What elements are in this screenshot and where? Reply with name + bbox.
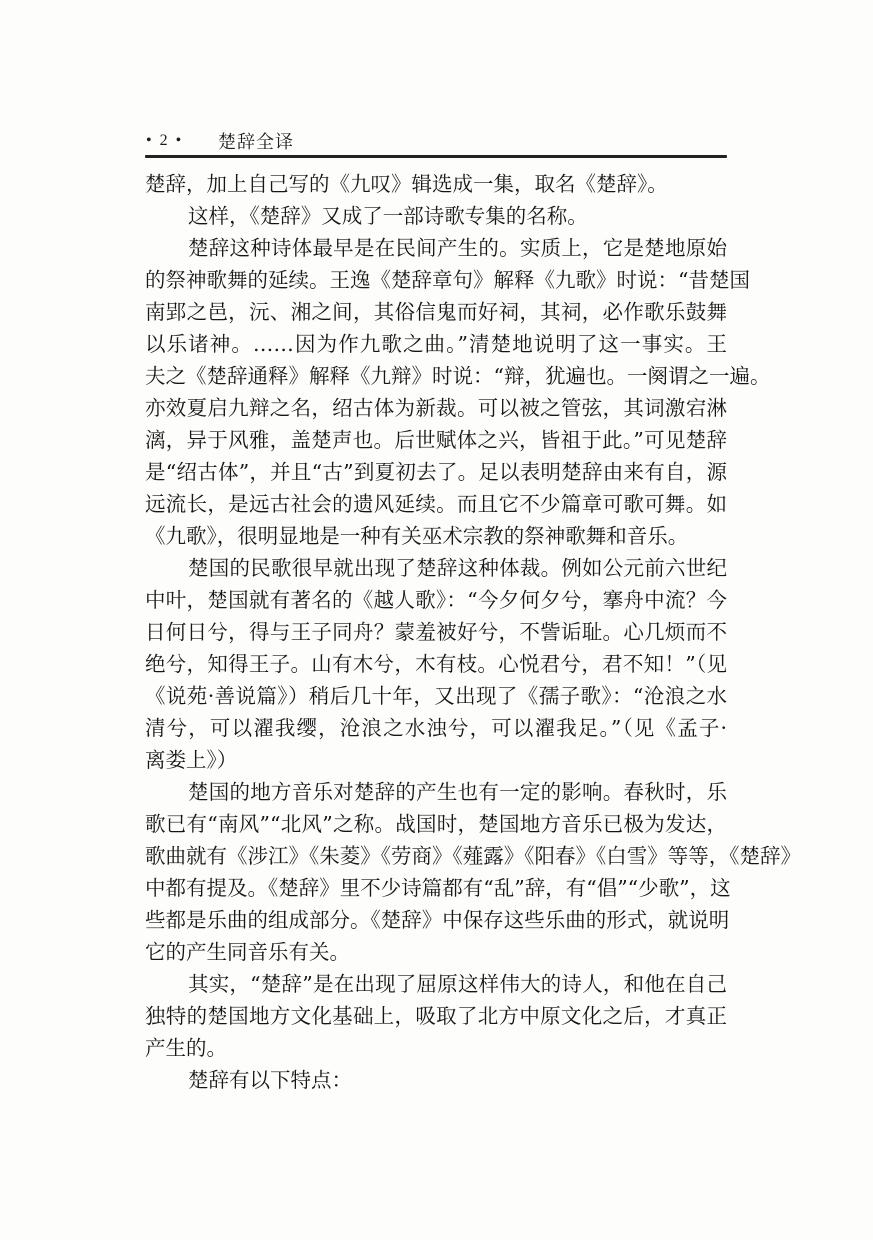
text-line: 独特的楚国地方文化基础上，吸取了北方中原文化之后，才真正 [145, 1004, 727, 1028]
text-line: 产生的。 [145, 1036, 227, 1060]
text-line: 其实，“楚辞”是在出现了屈原这样伟大的诗人，和他在自己 [188, 972, 727, 996]
text-line: 清兮，可以濯我缨，沧浪之水浊兮，可以濯我足。”（见《孟子· [145, 716, 727, 740]
text-line: 夫之《楚辞通释》解释《九辩》时说：“辩，犹遍也。一阕谓之一遍。 [145, 364, 771, 388]
text-line: 漓，异于风雅，盖楚声也。后世赋体之兴，皆祖于此。”可见楚辞 [145, 428, 727, 452]
text-line: 《九歌》，很明显地是一种有关巫术宗教的祭神歌舞和音乐。 [145, 524, 689, 548]
text-line: 以乐诸神。……因为作九歌之曲。”清楚地说明了这一事实。王 [145, 332, 727, 356]
text-line: 南郢之邑，沅、湘之间，其俗信鬼而好祠，其祠，必作歌乐鼓舞 [145, 300, 727, 324]
text-line: 楚国的地方音乐对楚辞的产生也有一定的影响。春秋时，乐 [188, 780, 727, 804]
header-rule-divider [145, 155, 727, 158]
text-line: 亦效夏启九辩之名，绍古体为新裁。可以被之管弦，其词激宕淋 [145, 396, 727, 420]
text-line: 歌曲就有《涉江》《朱菱》《劳商》《薤露》《阳春》《白雪》等等，《楚辞》 [145, 844, 801, 868]
text-line: 中叶，楚国就有著名的《越人歌》：“今夕何夕兮，搴舟中流？今 [145, 588, 727, 612]
text-line: 楚辞有以下特点： [188, 1068, 352, 1092]
text-line: 些都是乐曲的组成部分。《楚辞》中保存这些乐曲的形式，就说明 [145, 908, 730, 932]
text-line: 的祭神歌舞的延续。王逸《楚辞章句》解释《九歌》时说：“昔楚国 [145, 268, 750, 292]
running-header [146, 129, 294, 153]
text-line: 中都有提及。《楚辞》里不少诗篇都有“乱”辞，有“倡”“少歌”，这 [145, 876, 731, 900]
text-line: 《说苑·善说篇》）稍后几十年，又出现了《孺子歌》：“沧浪之水 [145, 684, 727, 708]
book-title: 楚辞全译 [218, 132, 294, 153]
text-line: 歌已有“南风”“北风”之称。战国时，楚国地方音乐已极为发达， [145, 812, 727, 836]
text-line: 楚辞这种诗体最早是在民间产生的。实质上，它是楚地原始 [188, 236, 727, 260]
text-line: 楚国的民歌很早就出现了楚辞这种体裁。例如公元前六世纪 [188, 556, 727, 580]
text-line: 离娄上》） [145, 748, 238, 772]
text-line: 日何日兮，得与王子同舟？蒙羞被好兮，不訾诟耻。心几烦而不 [145, 620, 727, 644]
body-text [145, 168, 801, 1096]
text-line: 是“绍古体”，并且“古”到夏初去了。足以表明楚辞由来有自，源 [145, 460, 727, 484]
page-number: • 2 • [146, 132, 184, 149]
text-line: 远流长，是远古社会的遗风延续。而且它不少篇章可歌可舞。如 [145, 492, 727, 516]
text-line: 楚辞，加上自己写的《九叹》辑选成一集，取名《楚辞》。 [145, 172, 668, 196]
text-line: 绝兮，知得王子。山有木兮，木有枝。心悦君兮，君不知！”（见 [145, 652, 727, 676]
text-line: 这样，《楚辞》又成了一部诗歌专集的名称。 [188, 204, 588, 228]
text-line: 它的产生同音乐有关。 [145, 940, 350, 964]
